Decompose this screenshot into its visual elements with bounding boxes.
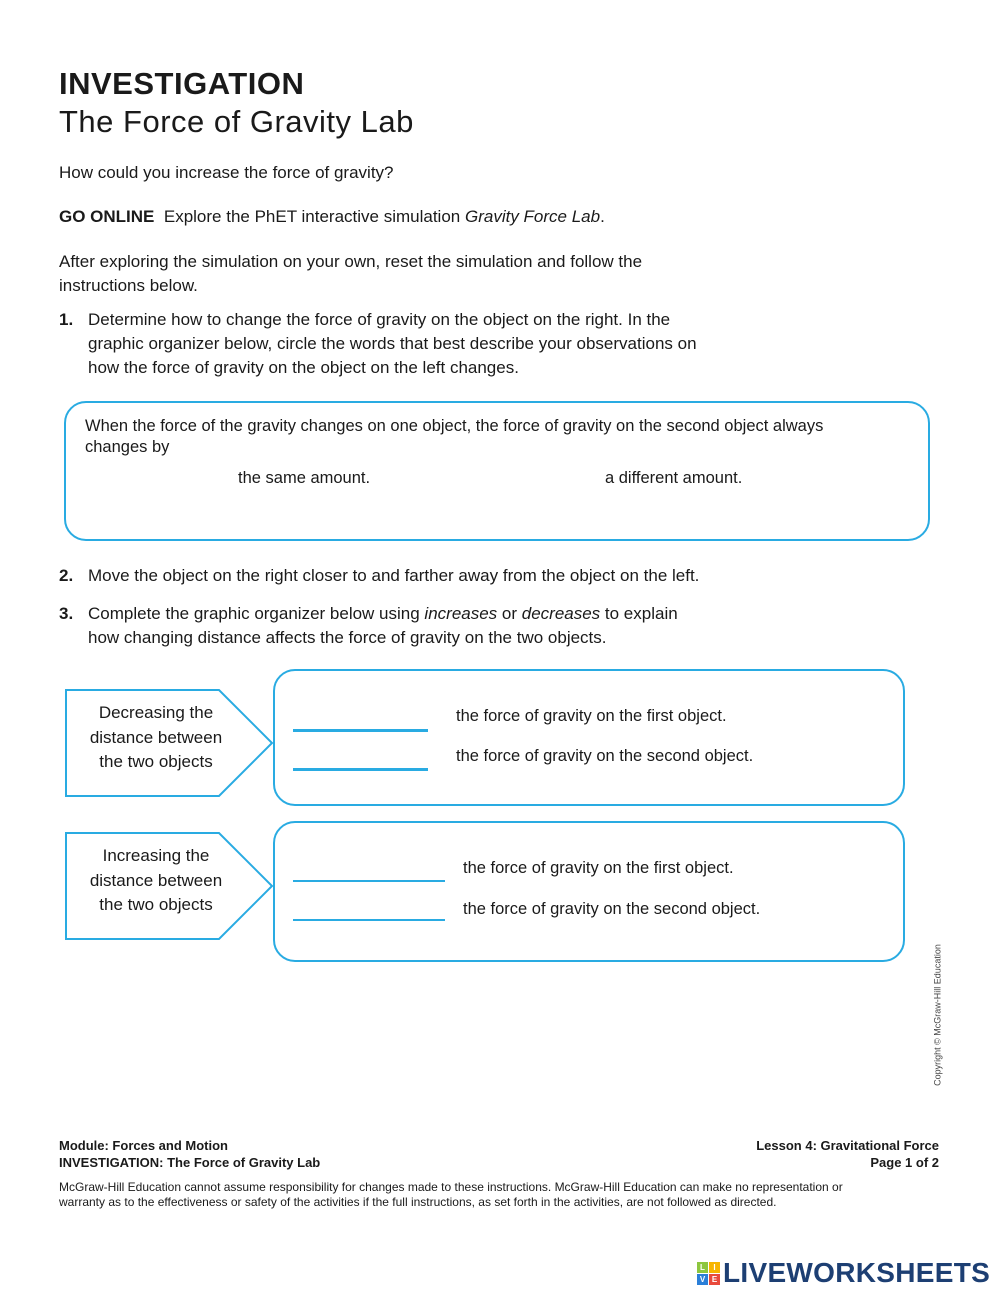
label-line: distance between [89,727,223,747]
option-different-amount[interactable]: a different amount. [605,469,743,487]
row-text: the force of gravity on the second object. [456,747,754,765]
row-text: the force of gravity on the first object. [456,707,727,725]
go-online-text: Explore the PhET interactive simulation [163,207,465,226]
badge-letter: V [697,1274,708,1285]
step-text: to explain [600,604,678,623]
step-keyword: decreases [521,604,601,623]
step-number: 2. [59,566,74,585]
step-number: 1. [59,310,74,329]
label-line: Decreasing the [98,703,214,722]
organizer-1 [64,401,930,541]
step-text: or [497,604,522,623]
label-line: the two objects [99,752,213,771]
step-1 [59,308,697,380]
step-line: how the force of gravity on the object on the left changes. [88,358,519,377]
intro-line: instructions below. [59,276,198,295]
step-line: how changing distance affects the force of gravity on the two objects. [88,628,607,647]
decreasing-answers-box [273,669,905,806]
simulation-name: Gravity Force Lab [464,207,601,226]
footer-disclaimer [59,1180,843,1210]
disclaimer-line: warranty as to the effectiveness or safety of the activities if the full instructions, as set forth in the activities, are not followed as directed. [59,1195,777,1209]
copyright-notice: Copyright © McGraw-Hill Education [932,944,943,1086]
intro-line: After exploring the simulation on your own, reset the simulation and follow the [59,252,643,271]
go-online-line [59,205,605,229]
step-3 [59,602,678,650]
decreasing-second-blank[interactable] [293,746,428,771]
step-line: graphic organizer below, circle the words that best describe your observations on [88,334,697,353]
increasing-answers-box [273,821,905,962]
step-2 [59,564,700,588]
label-line: Increasing the [102,846,210,865]
step-line: Determine how to change the force of gravity on the object on the right. In the [88,310,671,329]
footer-page: Page 1 of 2 [870,1155,939,1170]
row-text: the force of gravity on the first object. [463,859,734,877]
decreasing-first-blank[interactable] [293,707,428,732]
intro-text [59,250,642,298]
option-same-amount[interactable]: the same amount. [238,469,371,487]
step-text: Complete the graphic organizer below using [88,604,425,623]
liveworksheets-logo [697,1257,990,1289]
footer-left [59,1137,320,1171]
footer-module: Module: Forces and Motion [59,1138,228,1153]
driving-question: How could you increase the force of gravity? [59,163,394,182]
page-title: INVESTIGATION [59,66,305,101]
logo-badge-icon [697,1262,720,1285]
label-line: distance between [89,870,223,890]
increasing-distance-label [66,844,246,918]
disclaimer-line: McGraw-Hill Education cannot assume responsibility for changes made to these instructions. McGraw-Hill Education can make no representation or [59,1180,843,1194]
badge-letter: E [709,1274,720,1285]
step-line: Move the object on the right closer to and farther away from the object on the left. [88,566,700,585]
footer-right [756,1137,939,1171]
label-line: the two objects [99,895,213,914]
footer-lesson: Lesson 4: Gravitational Force [756,1138,939,1153]
row-text: the force of gravity on the second object. [463,900,761,918]
badge-letter: L [697,1262,708,1273]
go-online-end: . [600,207,605,226]
organizer-1-prompt [85,416,823,458]
increasing-first-blank[interactable] [293,858,445,882]
prompt-line: changes by [85,438,170,456]
footer-investigation: INVESTIGATION: The Force of Gravity Lab [59,1155,321,1170]
page-subtitle: The Force of Gravity Lab [59,104,414,139]
prompt-line: When the force of the gravity changes on one object, the force of gravity on the second object always [85,417,824,435]
go-online-label: GO ONLINE [59,207,155,226]
decreasing-distance-label [66,701,246,775]
step-keyword: increases [424,604,498,623]
badge-letter: I [709,1262,720,1273]
logo-text: LIVEWORKSHEETS [723,1257,991,1288]
increasing-second-blank[interactable] [293,897,445,921]
step-number: 3. [59,604,74,623]
